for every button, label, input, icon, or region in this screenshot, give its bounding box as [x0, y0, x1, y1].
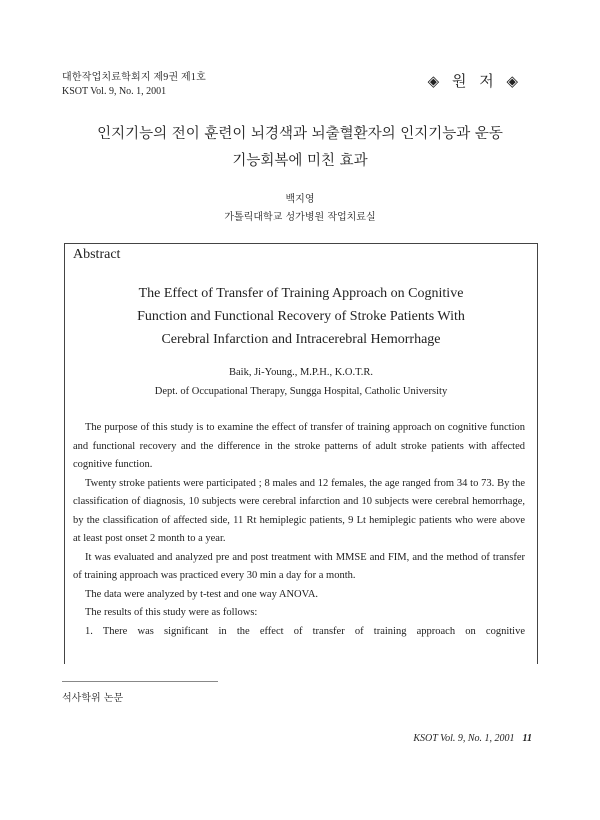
page-number: 11 [522, 733, 532, 744]
abstract-body [73, 419, 525, 641]
footnote-divider [62, 681, 218, 682]
author-english: Baik, Ji-Young., M.P.H., K.O.T.R. [228, 367, 373, 378]
journal-name-korean: 대한작업치료학회지 제9권 제1호 [62, 72, 206, 83]
journal-citation: KSOT Vol. 9, No. 1, 2001 [62, 86, 167, 97]
abstract-paragraph: 1. There was significant in the effect of transfer of training approach on cognitive [85, 625, 525, 637]
abstract-box [64, 243, 538, 664]
footer-journal-citation: KSOT Vol. 9, No. 1, 2001 [413, 733, 515, 744]
affiliation-korean: 가톨릭대학교 성가병원 작업치료실 [224, 212, 376, 223]
title-english-line-1: The Effect of Transfer of Training Approach on Cognitive [138, 286, 464, 301]
abstract-paragraph: It was evaluated and analyzed pre and post treatment with MMSE and FIM, and the method of transfer of training approach was practiced every 30 min a day for a month. [73, 551, 525, 581]
article-type-label: ◈ 원 저 ◈ [427, 72, 522, 90]
title-korean-line-2: 기능회복에 미친 효과 [232, 153, 368, 169]
abstract-paragraph: Twenty stroke patients were participated ; 8 males and 12 females, the age ranged from 34 to 73. By the classification of diagnosis, 10 subjects were cerebral infarction and 10 subjects were cerebral hemorrhage, by the classification of affected side, 11 Rt hemiplegic patients, 9 Lt hemiplegic patients who were above at least post onset 2 month to a year. [73, 477, 525, 544]
author-korean: 백지영 [285, 194, 315, 205]
title-korean-line-1: 인지기능의 전이 훈련이 뇌경색과 뇌출혈환자의 인지기능과 운동 [97, 126, 503, 142]
abstract-paragraph: The results of this study were as follows: [85, 607, 258, 618]
title-english-line-3: Cerebral Infarction and Intracerebral Hemorrhage [161, 332, 441, 347]
affiliation-english: Dept. of Occupational Therapy, Sungga Hospital, Catholic University [154, 386, 448, 397]
title-english-line-2: Function and Functional Recovery of Stroke Patients With [137, 309, 465, 324]
page-footer [413, 733, 532, 744]
abstract-paragraph: The data were analyzed by t-test and one way ANOVA. [85, 588, 319, 600]
abstract-heading: Abstract [73, 247, 121, 262]
abstract-paragraph: The purpose of this study is to examine the effect of transfer of training approach on cognitive function and functional recovery and the difference in the stroke patterns of adult stroke patients with affected cognitive function. [73, 422, 525, 470]
footnote: 석사학위 논문 [62, 693, 124, 704]
